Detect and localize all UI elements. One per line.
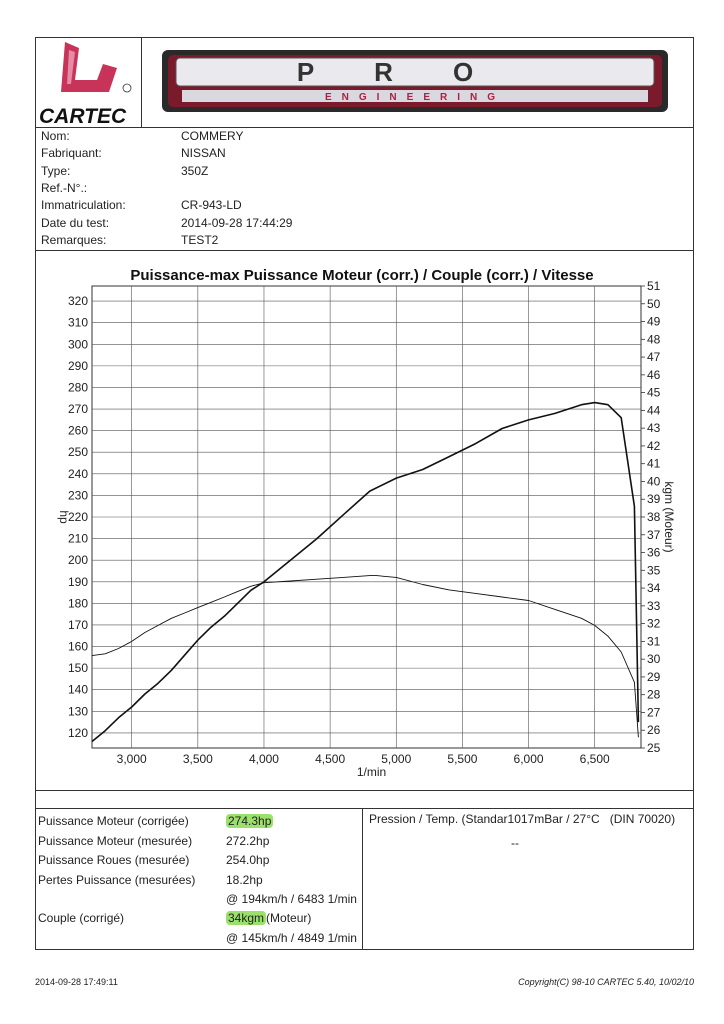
info-label: Type: xyxy=(41,163,71,178)
x-tick-label: 5,500 xyxy=(447,752,478,766)
y-tick-label: 270 xyxy=(67,402,88,417)
y2-tick-label: 49 xyxy=(647,314,661,329)
y-axis-label: hp xyxy=(57,510,71,524)
y-tick-label: 280 xyxy=(67,380,88,395)
x-tick-label: 4,000 xyxy=(248,752,279,766)
highlighted-value: 274.3hp xyxy=(228,814,272,828)
y2-tick-label: 40 xyxy=(647,474,661,489)
y2-tick-label: 51 xyxy=(647,279,661,293)
y2-tick-label: 35 xyxy=(647,563,661,578)
y2-tick-label: 27 xyxy=(647,705,661,720)
series-line-power xyxy=(92,403,638,742)
y-tick-label: 160 xyxy=(67,639,88,654)
result-value: 272.2hp xyxy=(226,834,270,848)
info-value: NISSAN xyxy=(181,146,226,161)
result-value: 18.2hp xyxy=(226,873,263,887)
x-tick-label: 4,500 xyxy=(315,752,346,766)
y-tick-label: 290 xyxy=(67,358,88,373)
svg-text:CARTEC: CARTEC xyxy=(39,105,127,126)
result-value: @ 194km/h / 6483 1/min xyxy=(226,892,357,906)
result-value: 254.0hp xyxy=(226,853,270,867)
y-tick-label: 220 xyxy=(67,510,88,524)
y2-tick-label: 28 xyxy=(647,687,661,702)
info-label: Nom: xyxy=(41,129,70,143)
y-tick-label: 240 xyxy=(67,466,88,481)
y2-tick-label: 47 xyxy=(647,350,661,365)
y-tick-label: 180 xyxy=(67,596,88,611)
info-label: Ref.-N°.: xyxy=(41,180,88,195)
y-tick-label: 140 xyxy=(67,682,88,697)
y2-tick-label: 29 xyxy=(647,669,661,684)
y2-tick-label: 44 xyxy=(647,403,661,418)
x-tick-label: 3,500 xyxy=(182,752,213,766)
couple-suffix: (Moteur) xyxy=(266,911,312,925)
y2-tick-label: 32 xyxy=(647,616,661,631)
y2-tick-label: 30 xyxy=(647,652,661,667)
result-label: Couple (corrigé) xyxy=(38,911,125,925)
y-tick-label: 230 xyxy=(67,488,88,503)
x-tick-label: 5,000 xyxy=(381,752,412,766)
conditions-line xyxy=(369,812,675,826)
y2-tick-label: 38 xyxy=(647,510,661,524)
info-value: TEST2 xyxy=(181,232,219,247)
x-tick-label: 6,000 xyxy=(513,752,544,766)
y-tick-label: 200 xyxy=(67,553,88,568)
y-tick-label: 310 xyxy=(67,315,88,330)
y2-tick-label: 45 xyxy=(647,385,661,400)
info-value: CR-943-LD xyxy=(181,198,242,213)
conditions-value: 1017mBar / 27°C xyxy=(507,812,600,826)
y2-tick-label: 50 xyxy=(647,296,661,311)
info-label: Remarques: xyxy=(41,232,107,247)
y2-tick-label: 43 xyxy=(647,421,661,436)
result-value: @ 145km/h / 4849 1/min xyxy=(226,931,357,945)
y-tick-label: 120 xyxy=(67,725,88,740)
y2-tick-label: 36 xyxy=(647,545,661,560)
y2-tick-label: 34 xyxy=(647,581,661,596)
highlighted-value: 34kgm xyxy=(228,911,265,925)
info-label: Immatriculation: xyxy=(41,198,126,213)
y2-tick-label: 42 xyxy=(647,438,661,453)
y2-tick-label: 41 xyxy=(647,456,661,471)
conditions-label: Pression / Temp. (Standar xyxy=(369,812,508,826)
y-tick-label: 210 xyxy=(67,531,88,546)
svg-text:PRO: PRO xyxy=(296,57,534,87)
y2-tick-label: 39 xyxy=(647,492,661,507)
y2-tick-label: 48 xyxy=(647,332,661,347)
y-tick-label: 170 xyxy=(67,617,88,632)
y2-tick-label: 46 xyxy=(647,367,661,382)
result-label: Puissance Moteur (corrigée) xyxy=(38,814,189,828)
info-label: Date du test: xyxy=(41,215,110,230)
y-tick-label: 300 xyxy=(67,337,88,352)
result-value xyxy=(226,814,273,828)
x-tick-label: 3,000 xyxy=(116,752,147,766)
conditions-norm: (DIN 70020) xyxy=(609,812,676,826)
y-tick-label: 190 xyxy=(67,574,88,589)
result-label: Puissance Moteur (mesurée) xyxy=(38,834,193,848)
info-value: COMMERY xyxy=(181,129,244,143)
result-value xyxy=(226,911,311,925)
x-axis-label: 1/min xyxy=(356,765,387,779)
conditions-note: -- xyxy=(511,836,519,850)
info-value: 2014-09-28 17:44:29 xyxy=(181,215,293,230)
x-tick-label: 6,500 xyxy=(579,752,610,766)
chart-title: Puissance-max Puissance Moteur (corr.) / Couple (corr.) / Vitesse xyxy=(130,267,594,284)
info-label: Fabriquant: xyxy=(41,146,102,161)
y2-tick-label: 25 xyxy=(647,741,661,755)
y-tick-label: 250 xyxy=(67,445,88,460)
svg-text:ENGINEERING: ENGINEERING xyxy=(324,92,506,103)
y-tick-label: 260 xyxy=(67,423,88,438)
y-tick-label: 130 xyxy=(67,704,88,719)
info-value: 350Z xyxy=(181,163,209,178)
series-line-torque xyxy=(92,576,638,738)
footer-timestamp: 2014-09-28 17:49:11 xyxy=(35,977,118,987)
result-label: Pertes Puissance (mesurées) xyxy=(38,873,196,887)
y-tick-label: 320 xyxy=(67,294,88,309)
y2-tick-label: 26 xyxy=(647,723,661,738)
footer-copyright: Copyright(C) 98-10 CARTEC 5.40, 10/02/10 xyxy=(518,977,694,987)
y2-tick-label: 33 xyxy=(647,598,661,613)
result-label: Puissance Roues (mesurée) xyxy=(38,853,190,867)
y2-axis-label: kgm (Moteur) xyxy=(662,481,676,553)
y2-tick-label: 31 xyxy=(647,634,661,649)
y-tick-label: 150 xyxy=(67,661,88,676)
y2-tick-label: 37 xyxy=(647,527,661,542)
